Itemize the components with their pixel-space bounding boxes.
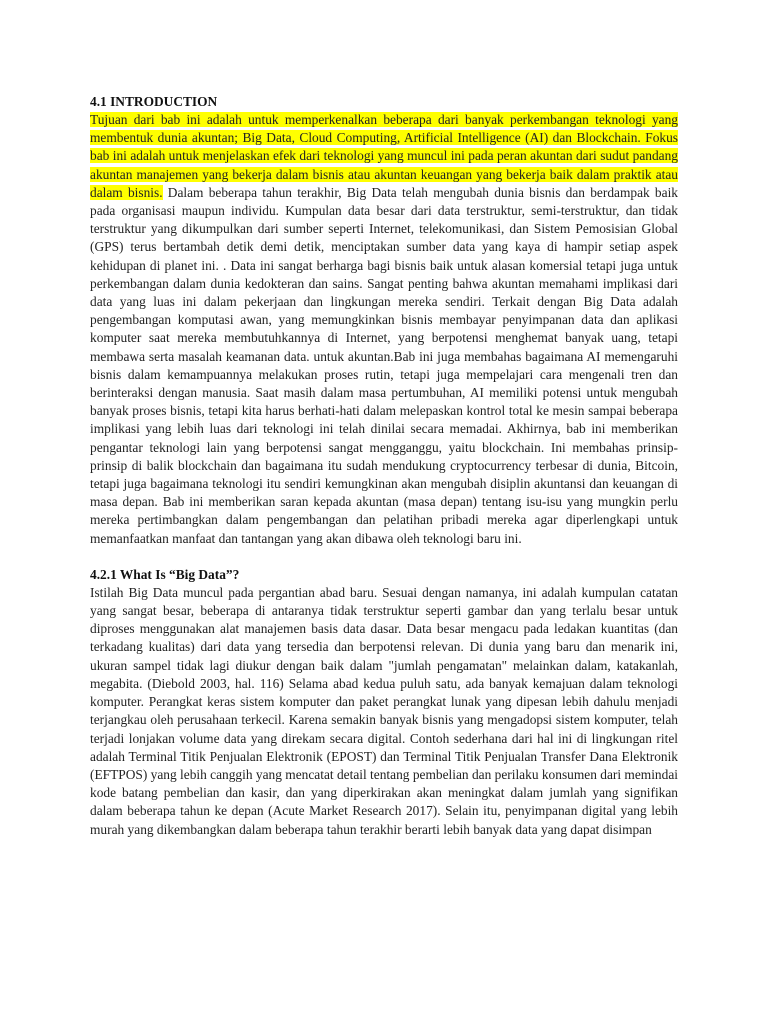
section-spacer [90,548,678,566]
introduction-paragraph [90,111,678,548]
highlighted-text: Tujuan dari bab ini adalah untuk memperkenalkan beberapa dari banyak perkembangan teknologi yang membentuk dunia akuntan; Big Data, Cloud Computing, Artificial Intelligence (AI) dan Blockchain. Fokus bab ini adalah untuk menjelaskan efek dari teknologi yang muncul ini pada peran akuntan dari sudut pandang akuntan manajemen yang bekerja dalam bisnis atau akuntan keuangan yang bekerja baik dalam praktik atau dalam bisnis. [90,112,678,200]
introduction-body-text: Dalam beberapa tahun terakhir, Big Data telah mengubah dunia bisnis dan berdampak baik pada organisasi maupun individu. Kumpulan data besar dari data terstruktur, semi-terstruktur, dan tidak terstruktur yang dikumpulkan dari sumber seperti Internet, telekomunikasi, dan Sistem Pemosisian Global (GPS) terus bertambah detik demi detik, menciptakan sumber data yang kaya di hampir setiap aspek kehidupan di planet ini. . Data ini sangat berharga bagi bisnis baik untuk alasan komersial tetapi juga untuk perkembangan dalam dunia kedokteran dan sains. Sangat penting bahwa akuntan memahami implikasi dari data yang luas ini dalam pekerjaan dan lingkungan mereka sendiri. Terkait dengan Big Data adalah pengembangan komputasi awan, yang memungkinkan bisnis membayar penyimpanan data dan aplikasi komputer saat mereka membutuhkannya di Internet, yang berpotensi menghemat banyak uang, tetapi membawa serta masalah keamanan data. untuk akuntan.Bab ini juga membahas bagaimana AI memengaruhi bisnis dalam kemampuannya melakukan proses rutin, tetapi juga mempelajari cara mengenali tren dan berinteraksi dengan manusia. Saat masih dalam masa pertumbuhan, AI memiliki potensi untuk mengubah banyak proses bisnis, tetapi kita harus berhati-hati dalam melepaskan kontrol total ke mesin sampai beberapa implikasi yang lebih luas dari teknologi ini telah dinilai secara memadai. Akhirnya, bab ini memberikan pengantar teknologi lain yang berpotensi sangat mengganggu, yaitu blockchain. Ini membahas prinsip-prinsip di balik blockchain dan bagaimana itu sudah mendukung cryptocurrency terbesar di dunia, Bitcoin, tetapi juga bagaimana teknologi itu sendiri kemungkinan akan mengubah disiplin akuntansi dan keuangan di masa depan. Bab ini memberikan saran kepada akuntan (masa depan) tentang isu-isu yang mungkin perlu mereka pertimbangkan dalam pengembangan dan pelatihan pribadi mereka agar diperlengkapi untuk memanfaatkan manfaat dan tantangan yang akan dibawa oleh teknologi baru ini. [90,184,678,546]
document-content [90,93,678,839]
big-data-paragraph: Istilah Big Data muncul pada pergantian abad baru. Sesuai dengan namanya, ini adalah kumpulan catatan yang sangat besar, beberapa di antaranya tidak terstruktur seperti gambar dan yang terlalu besar untuk diproses menggunakan alat manajemen basis data dasar. Data besar mengacu pada ledakan kuantitas (dan terkadang kualitas) dari data yang tersedia dan berpotensi relevan. Di dunia yang baru dan menarik ini, ukuran sampel tidak lagi diukur dengan baik dalam "jumlah pengamatan" melainkan dalam, katakanlah, megabita. (Diebold 2003, hal. 116) Selama abad kedua puluh satu, ada banyak kemajuan dalam teknologi komputer. Perangkat keras sistem komputer dan paket perangkat lunak yang dipesan lebih dahulu menjadi terjangkau oleh perusahaan terkecil. Karena semakin banyak bisnis yang mengadopsi sistem komputer, telah terjadi lonjakan volume data yang direkam secara digital. Contoh sederhana dari hal ini di lingkungan ritel adalah Terminal Titik Penjualan Elektronik (EPOST) dan Terminal Titik Penjualan Transfer Dana Elektronik (EFTPOS) yang lebih canggih yang mencatat detail tentang pembelian dan perilaku konsumen dari memindai kode batang pembelian dan kasir, dan yang diperkirakan akan meningkat dalam jumlah yang signifikan dalam beberapa tahun ke depan (Acute Market Research 2017). Selain itu, penyimpanan digital yang lebih murah yang dikembangkan dalam beberapa tahun terakhir berarti lebih banyak data yang dapat disimpan [90,584,678,837]
section-heading-introduction: 4.1 INTRODUCTION [90,94,218,109]
section-heading-big-data: 4.2.1 What Is “Big Data”? [90,566,240,582]
